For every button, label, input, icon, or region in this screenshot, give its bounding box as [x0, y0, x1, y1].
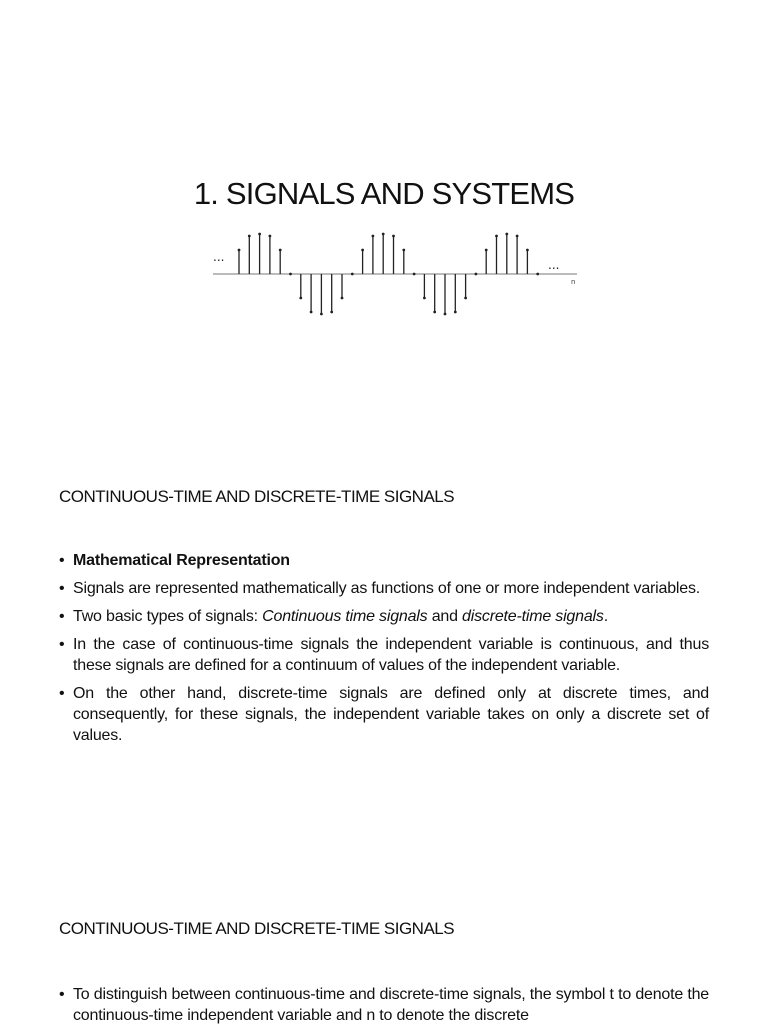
list-item-text: Signals are represented mathematically as functions of one or more independent variables.: [73, 580, 701, 597]
sample-point: [444, 313, 447, 316]
sample-point: [279, 249, 282, 252]
axis-label-n: n: [571, 278, 576, 286]
sample-point: [454, 311, 457, 314]
bullet-marker: •: [59, 580, 65, 597]
list-item-text: In the case of continuous-time signals the independent variable is continuous, and thus these signals are defined for a continuum of values of the independent variable.: [73, 636, 709, 674]
bullet-marker: •: [59, 608, 65, 625]
sample-point: [330, 311, 333, 314]
list-item-text: To distinguish between continuous-time and discrete-time signals, the symbol t to denote the continuous-time independent variable and n to denote the discrete: [73, 986, 709, 1024]
bullet-list-2: [59, 984, 709, 1033]
sample-point: [341, 297, 344, 300]
section-heading-2: CONTINUOUS-TIME AND DISCRETE-TIME SIGNALS: [59, 919, 455, 938]
sample-point: [361, 249, 364, 252]
sample-point: [536, 273, 539, 276]
list-item-text: On the other hand, discrete-time signals are defined only at discrete times, and consequently, for these signals, the independent variable takes on only a discrete set of values.: [73, 685, 709, 744]
sample-point: [351, 273, 354, 276]
sample-point: [485, 249, 488, 252]
sample-point: [423, 297, 426, 300]
list-item-text: .: [603, 608, 608, 625]
list-item-text: Two basic types of signals:: [73, 608, 263, 625]
sample-point: [299, 297, 302, 300]
sample-point: [402, 249, 405, 252]
sample-point: [310, 311, 313, 314]
sample-point: [464, 297, 467, 300]
sample-point: [413, 273, 416, 276]
sample-point: [269, 235, 272, 238]
sample-point: [475, 273, 478, 276]
sample-point: [248, 235, 251, 238]
section-heading-1: CONTINUOUS-TIME AND DISCRETE-TIME SIGNALS: [59, 487, 455, 506]
sample-point: [526, 249, 529, 252]
continuous-time-term: Continuous time signals: [262, 608, 428, 625]
bullet-list-1: [59, 550, 709, 753]
discrete-time-term: discrete-time signals: [462, 608, 604, 625]
sample-point: [238, 249, 241, 252]
ellipsis-right: ...: [548, 258, 560, 272]
sample-point: [258, 233, 261, 236]
sample-point: [392, 235, 395, 238]
page-title: 1. SIGNALS AND SYSTEMS: [193, 176, 575, 211]
sample-point: [505, 233, 508, 236]
mathematical-representation-heading: Mathematical Representation: [73, 552, 290, 569]
bullet-marker: •: [59, 986, 65, 1003]
sample-point: [372, 235, 375, 238]
sample-point: [495, 235, 498, 238]
sample-point: [382, 233, 385, 236]
list-item: [59, 683, 709, 746]
sample-point: [289, 273, 292, 276]
bullet-marker: •: [59, 552, 65, 569]
list-item: [59, 634, 709, 676]
list-item: [59, 606, 709, 627]
list-item: [59, 550, 709, 571]
bullet-marker: •: [59, 685, 65, 702]
ellipsis-left: ...: [213, 250, 225, 264]
sample-point: [433, 311, 436, 314]
list-item-text: and: [427, 608, 463, 625]
bullet-marker: •: [59, 636, 65, 653]
discrete-signal-figure: [205, 228, 585, 320]
sample-point: [516, 235, 519, 238]
list-item: [59, 984, 709, 1026]
sample-point: [320, 313, 323, 316]
list-item: [59, 578, 709, 599]
